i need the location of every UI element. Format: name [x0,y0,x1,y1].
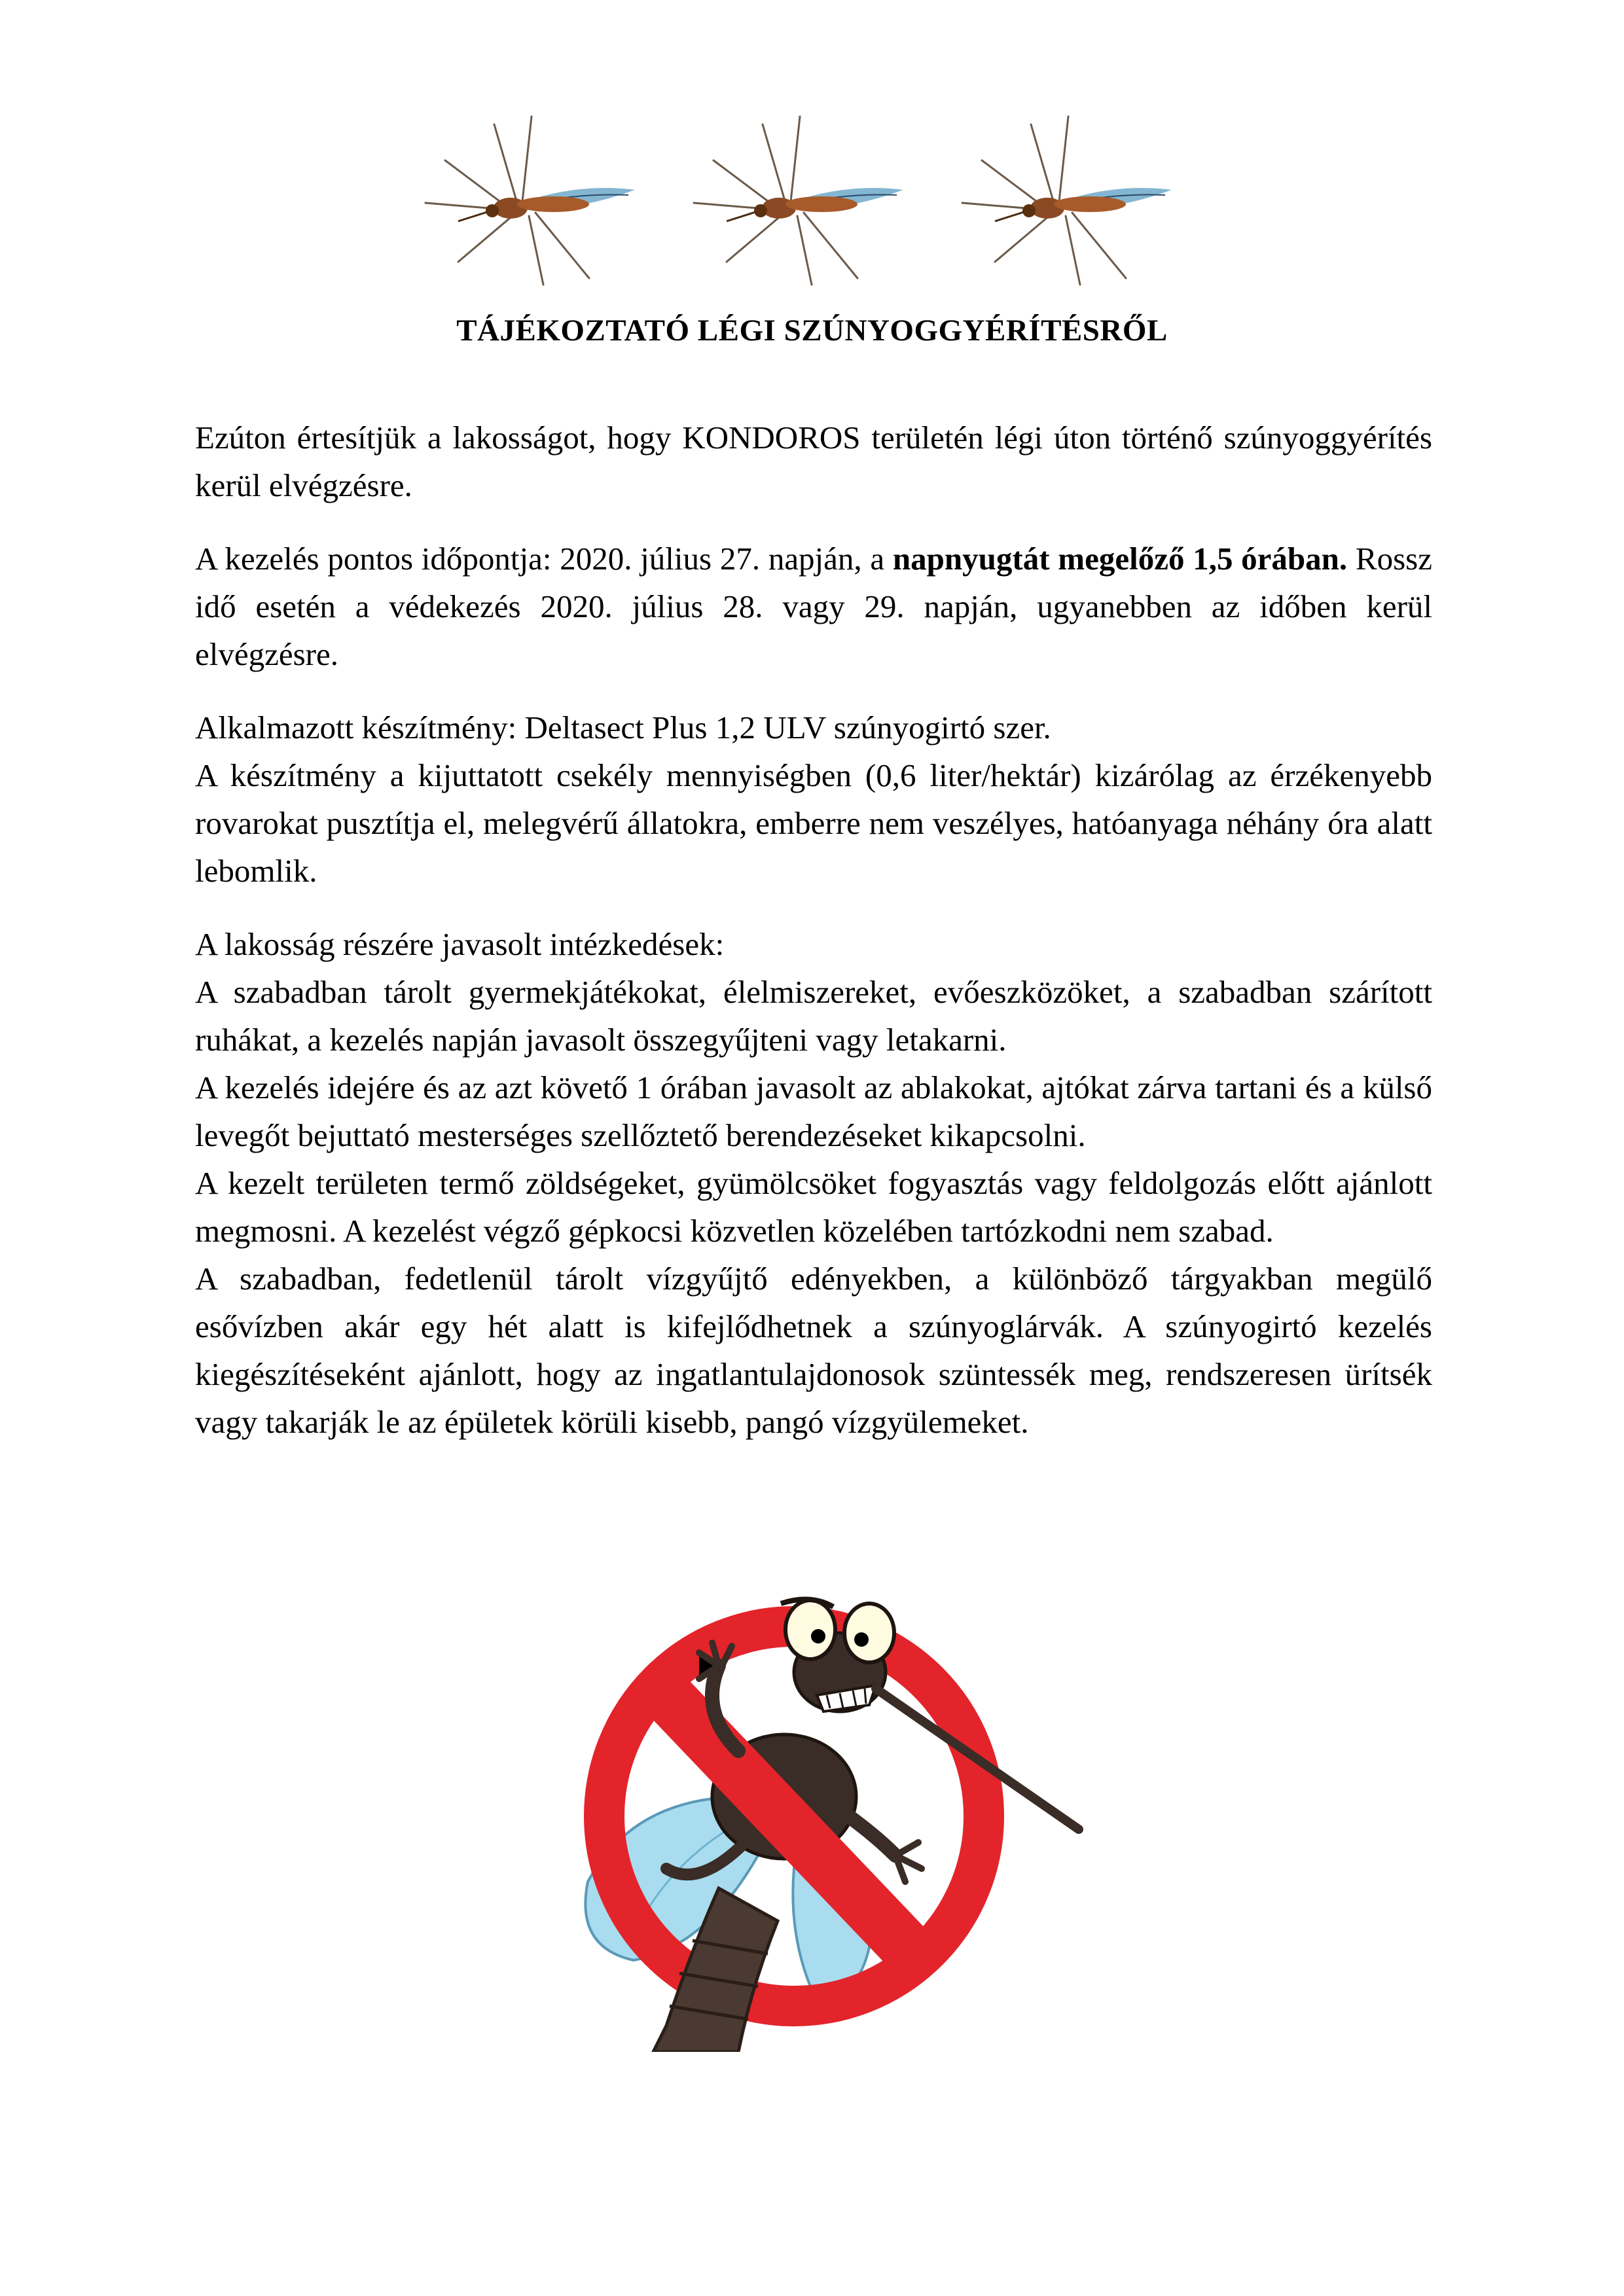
measure-outdoor-items: A szabadban tárolt gyermekjátékokat, élelmiszereket, evőeszközöket, a szabadban szárított ruhákat, a kezelés napján javasolt összegyűjteni vagy letakarni. [195,974,1432,1058]
schedule-fallback-text: Rossz idő esetén a védekezés 2020. július 28. vagy 29. napján, ugyanebben az időben kerül elvégzésre. [195,541,1432,672]
page-title: TÁJÉKOZTATÓ LÉGI SZÚNYOGGYÉRÍTÉSRŐL [456,314,1168,348]
product-safety-paragraph: A készítmény a kijuttatott csekély mennyiségben (0,6 liter/hektár) kizárólag az érzékenyebb rovarokat pusztítja el, melegvérű állatokra, emberre nem veszélyes, hatóanyaga néhány óra alatt lebomlik. [195,757,1432,889]
notice-body [195,414,1432,1446]
measure-standing-water: A szabadban, fedetlenül tárolt vízgyűjtő edényekben, a különböző tárgyakban megülő esővízben akár egy hét alatt is kifejlődhetnek a szúnyoglárvák. A szúnyogirtó kezelés kiegészítéseként ajánlott, hogy az ingatlantulajdonosok szüntessék meg, rendszeresen ürítsék vagy takarják le az épületek körüli kisebb, pangó vízgyülemeket. [195,1261,1432,1440]
no-mosquito-sign [503,1581,1118,2052]
schedule-highlight: napnyugtát megelőző 1,5 órában. [892,541,1348,577]
measure-windows: A kezelés idejére és az azt követő 1 órában javasolt az ablakokat, ajtókat zárva tartani és a külső levegőt bejuttató mesterséges szellőztető berendezéseket kikapcsolni. [195,1069,1432,1153]
product-paragraph: Alkalmazott készítmény: Deltasect Plus 1,2 ULV szúnyogirtó szer. [195,709,1051,745]
schedule-paragraph [195,535,1432,678]
intro-paragraph: Ezúton értesítjük a lakosságot, hogy KONDOROS területén légi úton történő szúnyoggyérítés kerül elvégzésre. [195,420,1432,503]
mosquito-icon [687,111,923,288]
measure-produce: A kezelt területen termő zöldségeket, gyümölcsöket fogyasztás vagy feldolgozás előtt ajánlott megmosni. A kezelést végző gépkocsi közvetlen közelében tartózkodni nem szabad. [195,1165,1432,1249]
header-mosquito-row [419,111,1218,295]
mosquito-icon [956,111,1191,288]
mosquito-icon [419,111,655,288]
measures-heading: A lakosság részére javasolt intézkedések: [195,926,725,962]
schedule-text: A kezelés pontos időpontja: 2020. július 27. napján, a [195,541,893,577]
